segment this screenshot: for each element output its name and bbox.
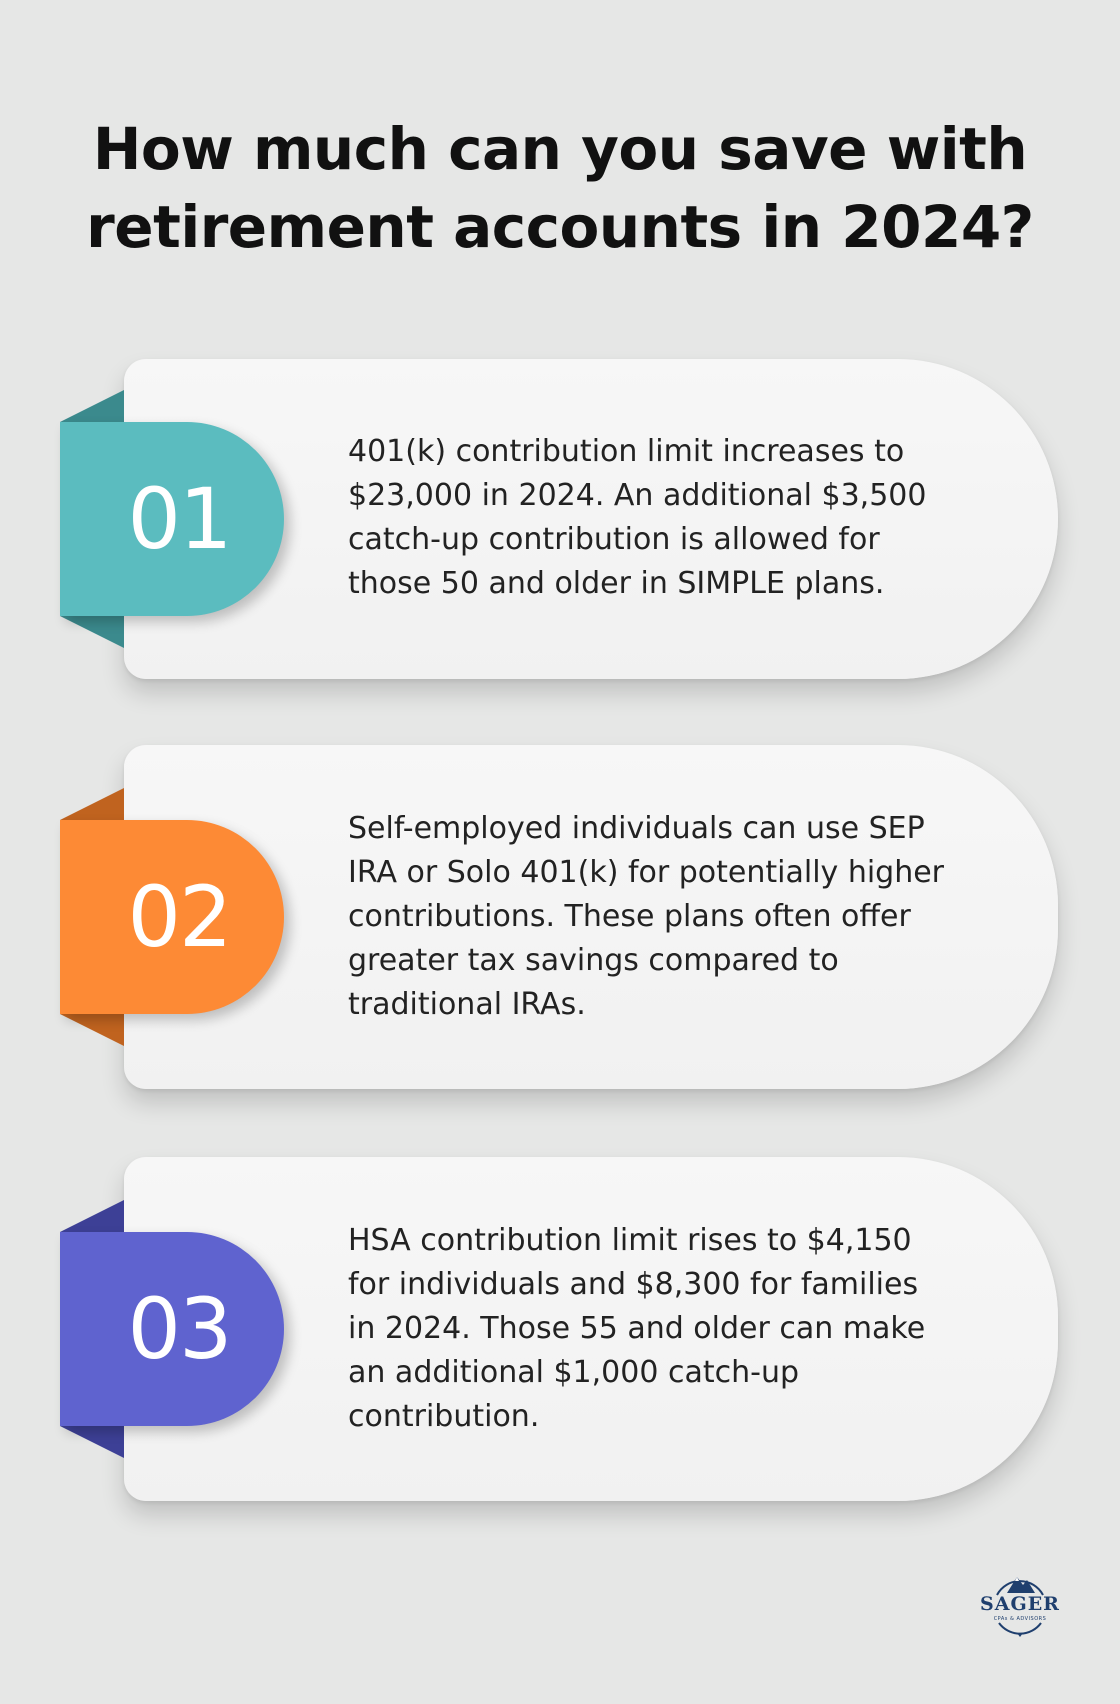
step-number: 01 [127,470,231,568]
desc-line: traditional IRAs. [348,987,586,1022]
title-line-2: retirement accounts in 2024? [86,193,1034,261]
desc-line: contribution. [348,1399,540,1434]
desc-line: $23,000 in 2024. An additional $3,500 [348,478,927,513]
ribbon-fold-top [60,1200,124,1232]
desc-line: 401(k) contribution limit increases to [348,434,905,469]
desc-line: HSA contribution limit rises to $4,150 [348,1223,912,1258]
step-description [348,430,968,606]
title-line-1: How much can you save with [92,115,1028,183]
desc-line: greater tax savings compared to [348,943,839,978]
step-number-badge [60,422,284,616]
sager-logo [975,1565,1065,1641]
desc-line: for individuals and $8,300 for families [348,1267,919,1302]
desc-line: those 50 and older in SIMPLE plans. [348,566,885,601]
step-description [348,807,968,1027]
fold-shape [60,1200,124,1232]
desc-line: catch-up contribution is allowed for [348,522,880,557]
desc-line: in 2024. Those 55 and older can make [348,1311,926,1346]
ribbon-fold-bottom [60,1014,124,1046]
ribbon-fold-top [60,390,124,422]
step-number: 02 [127,868,231,966]
ribbon-fold-bottom [60,616,124,648]
fold-shape [60,616,124,648]
desc-line: contributions. These plans often offer [348,899,911,934]
page-title [0,110,1120,266]
step-number-badge [60,1232,284,1426]
step-number: 03 [127,1280,231,1378]
ribbon-fold-top [60,788,124,820]
desc-line: IRA or Solo 401(k) for potentially higher [348,855,945,890]
step-description [348,1219,968,1439]
ribbon-fold-bottom [60,1426,124,1458]
logo-wordmark: SAGER [980,1593,1060,1615]
fold-shape [60,1014,124,1046]
fold-shape [60,1426,124,1458]
desc-line: an additional $1,000 catch-up [348,1355,799,1390]
desc-line: Self-employed individuals can use SEP [348,811,925,846]
fold-shape [60,788,124,820]
fold-shape [60,390,124,422]
step-number-badge [60,820,284,1014]
logo-tagline: CPAs & ADVISORS [993,1616,1047,1622]
